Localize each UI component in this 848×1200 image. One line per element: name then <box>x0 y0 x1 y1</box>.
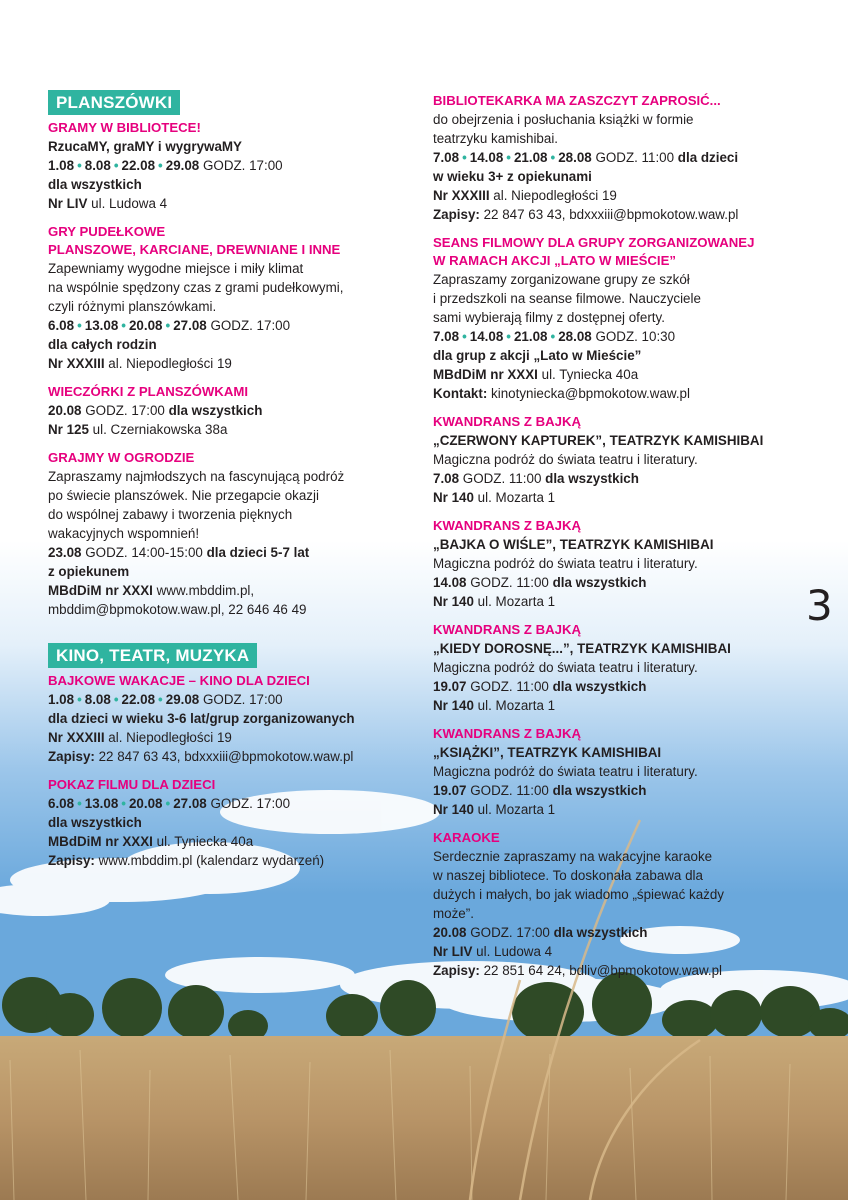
text-segment: GODZ. 17:00 <box>199 692 283 707</box>
event-gramy-w-bibliotece <box>48 119 418 213</box>
event-line <box>433 847 823 866</box>
text-segment: Zapisy: <box>48 749 95 764</box>
event-line <box>48 420 418 439</box>
event-line <box>48 709 418 728</box>
text-segment: Nr LIV <box>48 196 88 211</box>
text-segment: dla wszystkich <box>552 679 647 694</box>
event-line <box>48 194 418 213</box>
event-line <box>433 639 823 658</box>
text-segment: Magiczna podróż do świata teatru i literatury. <box>433 452 698 467</box>
text-segment: GODZ. 11:00 <box>466 575 553 590</box>
event-line <box>48 297 418 316</box>
event-line <box>433 289 823 308</box>
event-line <box>433 781 823 800</box>
text-segment: GODZ. 11:00 <box>466 783 553 798</box>
text-segment: 6.08 <box>48 796 75 811</box>
event-title: KWANDRANS Z BAJKĄ <box>433 414 581 429</box>
event-line <box>433 186 823 205</box>
text-segment: Nr XXXIII <box>48 356 105 371</box>
date-separator-dot: • <box>506 150 511 165</box>
text-segment: 23.08 <box>48 545 82 560</box>
date-separator-dot: • <box>550 329 556 344</box>
text-segment: i przedszkoli na seanse filmowe. Nauczyciele <box>433 291 701 306</box>
text-segment: mbddim@bpmokotow.waw.pl, 22 646 46 49 <box>48 602 307 617</box>
text-segment: 1.08 <box>48 158 75 173</box>
event-title: KWANDRANS Z BAJKĄ <box>433 726 581 741</box>
event-title: WIECZÓRKI Z PLANSZÓWKAMI <box>48 384 248 399</box>
event-kwandrans-z-bajk <box>433 517 823 611</box>
text-segment: dla wszystkich <box>552 783 647 798</box>
text-segment: 14.08 <box>469 150 504 165</box>
text-segment: sami wybierają filmy z dostępnej oferty. <box>433 310 665 325</box>
text-segment: al. Niepodległości 19 <box>104 356 232 371</box>
text-segment: Zapraszamy najmłodszych na fascynującą podróż <box>48 469 345 484</box>
text-segment: GODZ. 17:00 <box>466 925 554 940</box>
text-segment: GODZ. 17:00 <box>206 318 291 333</box>
event-line <box>48 851 418 870</box>
text-segment: do wspólnej zabawy i tworzenia pięknych <box>48 507 293 522</box>
event-line <box>48 401 418 420</box>
date-separator-dot: • <box>158 158 163 173</box>
text-segment: czyli różnymi planszówkami. <box>48 299 217 314</box>
text-segment: ul. Mozarta 1 <box>473 594 556 609</box>
text-segment: ul. Tyniecka 40a <box>537 367 639 382</box>
text-segment: Nr XXXIII <box>48 730 105 745</box>
text-segment: MBdDiM nr XXXI <box>433 367 538 382</box>
event-title: PLANSZOWE, KARCIANE, DREWNIANE I INNE <box>48 242 341 257</box>
text-segment: 6.08 <box>48 318 75 333</box>
event-line <box>433 167 823 186</box>
text-segment: Zapisy: <box>48 853 95 868</box>
text-segment: „KSIĄŻKI”, TEATRZYK KAMISHIBAI <box>433 745 662 760</box>
text-segment: Zapraszamy zorganizowane grupy ze szkół <box>433 272 690 287</box>
event-line <box>433 923 823 942</box>
date-separator-dot: • <box>550 150 556 165</box>
text-segment: ul. Ludowa 4 <box>87 196 168 211</box>
event-line <box>433 762 823 781</box>
event-grajmy-w-ogrodzie <box>48 449 418 619</box>
text-segment: Nr 140 <box>433 490 474 505</box>
text-segment: Magiczna podróż do świata teatru i literatury. <box>433 660 698 675</box>
section-header-plansz-wki: PLANSZÓWKI <box>48 90 180 115</box>
text-segment: GODZ. 11:00 <box>591 150 678 165</box>
event-wiecz-rki-z-plansz-wkami <box>48 383 418 439</box>
event-line <box>48 524 418 543</box>
event-line <box>48 278 418 297</box>
event-bibliotekarka-ma-zaszczyt-zaprosi <box>433 92 823 224</box>
text-segment: Kontakt: <box>433 386 488 401</box>
text-segment: dla całych rodzin <box>48 337 157 352</box>
event-pokaz-filmu-dla-dzieci <box>48 776 418 870</box>
text-segment: 14.08 <box>433 575 467 590</box>
event-title: BAJKOWE WAKACJE – KINO DLA DZIECI <box>48 673 310 688</box>
text-segment: 20.08 <box>128 318 163 333</box>
text-segment: ul. Mozarta 1 <box>473 698 556 713</box>
text-segment: Zapewniamy wygodne miejsce i miły klimat <box>48 261 304 276</box>
event-line <box>433 488 823 507</box>
text-segment: po świecie planszówek. Nie przegapcie okazji <box>48 488 319 503</box>
event-line <box>433 129 823 148</box>
text-segment: 22.08 <box>121 158 156 173</box>
event-line <box>433 148 823 167</box>
text-segment: 29.08 <box>165 158 200 173</box>
event-line <box>48 543 418 562</box>
event-line <box>433 554 823 573</box>
event-line <box>48 354 418 373</box>
event-title: GRAMY W BIBLIOTECE! <box>48 120 201 135</box>
text-segment: ul. Czerniakowska 38a <box>88 422 228 437</box>
event-gry-pude-kowe <box>48 223 418 373</box>
text-segment: Magiczna podróż do świata teatru i literatury. <box>433 556 698 571</box>
text-segment: Nr LIV <box>433 944 473 959</box>
text-segment: 27.08 <box>173 318 207 333</box>
text-segment: 19.07 <box>433 679 467 694</box>
event-line <box>48 832 418 851</box>
text-segment: w naszej bibliotece. To doskonała zabawa dla <box>433 868 703 883</box>
event-line <box>433 592 823 611</box>
event-title: KWANDRANS Z BAJKĄ <box>433 622 581 637</box>
event-title: POKAZ FILMU DLA DZIECI <box>48 777 216 792</box>
event-kwandrans-z-bajk <box>433 621 823 715</box>
event-line <box>48 562 418 581</box>
text-segment: Nr 140 <box>433 698 474 713</box>
text-segment: 27.08 <box>173 796 207 811</box>
text-segment: Nr 125 <box>48 422 89 437</box>
text-segment: www.mbddim.pl, <box>152 583 255 598</box>
event-title: KWANDRANS Z BAJKĄ <box>433 518 581 533</box>
event-kwandrans-z-bajk <box>433 725 823 819</box>
text-segment: GODZ. 11:00 <box>466 679 553 694</box>
text-segment: na wspólnie spędzony czas z grami pudełkowymi, <box>48 280 344 295</box>
event-line <box>433 384 823 403</box>
date-separator-dot: • <box>121 796 126 811</box>
text-segment: 7.08 <box>433 471 460 486</box>
event-line <box>433 743 823 762</box>
text-segment: 8.08 <box>84 158 111 173</box>
text-segment: może”. <box>433 906 474 921</box>
event-line <box>433 450 823 469</box>
text-segment: 1.08 <box>48 692 75 707</box>
event-line <box>433 308 823 327</box>
left-column <box>48 90 418 880</box>
right-column <box>433 92 823 990</box>
event-line <box>48 505 418 524</box>
text-segment: Magiczna podróż do świata teatru i literatury. <box>433 764 698 779</box>
text-segment: Zapisy: <box>433 207 480 222</box>
page-number: 3 <box>806 581 833 630</box>
text-segment: Nr 140 <box>433 594 474 609</box>
text-segment: wakacyjnych wspomnień! <box>48 526 200 541</box>
text-segment: 22 851 64 24, bdliv@bpmokotow.waw.pl <box>479 963 723 978</box>
text-segment: 8.08 <box>84 692 111 707</box>
event-title: KARAOKE <box>433 830 500 845</box>
date-separator-dot: • <box>506 329 511 344</box>
event-line <box>48 316 418 335</box>
text-segment: al. Niepodległości 19 <box>489 188 617 203</box>
event-line <box>433 469 823 488</box>
event-line <box>48 175 418 194</box>
text-segment: z opiekunem <box>48 564 130 579</box>
text-segment: dla dzieci <box>677 150 739 165</box>
text-segment: 20.08 <box>48 403 82 418</box>
date-separator-dot: • <box>165 318 171 333</box>
text-segment: RzucaMY, graMY i wygrywaMY <box>48 139 242 154</box>
text-segment: ul. Ludowa 4 <box>472 944 553 959</box>
text-segment: 13.08 <box>84 318 119 333</box>
text-segment: dla wszystkich <box>552 575 647 590</box>
event-line <box>433 961 823 980</box>
text-segment: MBdDiM nr XXXI <box>48 583 153 598</box>
text-segment: „KIEDY DOROSNĘ...”, TEATRZYK KAMISHIBAI <box>433 641 731 656</box>
event-line <box>433 365 823 384</box>
event-line <box>433 205 823 224</box>
event-line <box>433 696 823 715</box>
text-segment: 21.08 <box>513 329 548 344</box>
text-segment: 20.08 <box>128 796 163 811</box>
event-line <box>48 581 418 600</box>
text-segment: 13.08 <box>84 796 119 811</box>
text-segment: „CZERWONY KAPTUREK”, TEATRZYK KAMISHIBAI <box>433 433 764 448</box>
text-segment: Serdecznie zapraszamy na wakacyjne karaoke <box>433 849 713 864</box>
text-segment: 7.08 <box>433 150 460 165</box>
date-separator-dot: • <box>462 329 467 344</box>
event-line <box>48 600 418 619</box>
event-line <box>48 690 418 709</box>
section-header-kino-teatr-muzyka: KINO, TEATR, MUZYKA <box>48 643 257 668</box>
text-segment: kinotyniecka@bpmokotow.waw.pl <box>487 386 690 401</box>
text-segment: w wieku 3+ z opiekunami <box>433 169 592 184</box>
event-line <box>48 467 418 486</box>
event-line <box>48 813 418 832</box>
event-karaoke <box>433 829 823 980</box>
event-seans-filmowy-dla-grupy-zorganizowanej <box>433 234 823 403</box>
event-line <box>48 728 418 747</box>
text-segment: dla dzieci w wieku 3-6 lat/grup zorganizowanych <box>48 711 355 726</box>
text-segment: dla wszystkich <box>553 925 648 940</box>
event-line <box>433 327 823 346</box>
text-segment: dla wszystkich <box>48 177 142 192</box>
event-line <box>433 658 823 677</box>
text-segment: GODZ. 17:00 <box>199 158 283 173</box>
text-segment: dla grup z akcji „Lato w Mieście” <box>433 348 642 363</box>
text-segment: dla dzieci 5-7 lat <box>206 545 310 560</box>
event-line <box>433 942 823 961</box>
event-line <box>433 346 823 365</box>
event-line <box>433 431 823 450</box>
text-segment: 14.08 <box>469 329 504 344</box>
event-line <box>48 335 418 354</box>
text-segment: dla wszystkich <box>48 815 142 830</box>
date-separator-dot: • <box>113 158 119 173</box>
text-segment: www.mbddim.pl (kalendarz wydarzeń) <box>94 853 325 868</box>
text-segment: al. Niepodległości 19 <box>104 730 232 745</box>
date-separator-dot: • <box>121 318 126 333</box>
date-separator-dot: • <box>77 796 82 811</box>
text-segment: teatrzyku kamishibai. <box>433 131 559 146</box>
date-separator-dot: • <box>165 796 171 811</box>
text-segment: GODZ. 17:00 <box>206 796 291 811</box>
date-separator-dot: • <box>158 692 163 707</box>
text-segment: GODZ. 14:00-15:00 <box>81 545 207 560</box>
event-line <box>48 137 418 156</box>
text-segment: 7.08 <box>433 329 460 344</box>
event-title: SEANS FILMOWY DLA GRUPY ZORGANIZOWANEJ <box>433 235 755 250</box>
text-segment: 22.08 <box>121 692 156 707</box>
text-segment: Nr XXXIII <box>433 188 490 203</box>
event-line <box>433 677 823 696</box>
event-title: GRY PUDEŁKOWE <box>48 224 166 239</box>
text-segment: GODZ. 10:30 <box>591 329 676 344</box>
date-separator-dot: • <box>77 158 82 173</box>
event-line <box>48 794 418 813</box>
text-segment: dla wszystkich <box>545 471 639 486</box>
text-segment: dużych i małych, bo jak wiadomo „śpiewać każdy <box>433 887 724 902</box>
text-segment: 28.08 <box>558 150 592 165</box>
text-segment: ul. Tyniecka 40a <box>152 834 254 849</box>
text-segment: dla wszystkich <box>168 403 263 418</box>
event-line <box>48 259 418 278</box>
event-line <box>433 885 823 904</box>
text-segment: GODZ. 17:00 <box>81 403 169 418</box>
event-line <box>48 486 418 505</box>
event-title: W RAMACH AKCJI „LATO W MIEŚCIE” <box>433 253 676 268</box>
date-separator-dot: • <box>77 318 82 333</box>
text-segment: do obejrzenia i posłuchania książki w formie <box>433 112 694 127</box>
text-segment: 29.08 <box>165 692 200 707</box>
text-segment: 22 847 63 43, bdxxxiii@bpmokotow.waw.pl <box>94 749 354 764</box>
event-line <box>433 535 823 554</box>
event-line <box>48 747 418 766</box>
text-segment: „BAJKA O WIŚLE”, TEATRZYK KAMISHIBAI <box>433 537 714 552</box>
date-separator-dot: • <box>462 150 467 165</box>
event-kwandrans-z-bajk <box>433 413 823 507</box>
event-title: BIBLIOTEKARKA MA ZASZCZYT ZAPROSIĆ... <box>433 93 721 108</box>
date-separator-dot: • <box>77 692 82 707</box>
text-segment: Nr 140 <box>433 802 474 817</box>
text-segment: GODZ. 11:00 <box>459 471 546 486</box>
text-segment: ul. Mozarta 1 <box>473 802 556 817</box>
text-segment: 20.08 <box>433 925 467 940</box>
event-line <box>433 800 823 819</box>
text-segment: 19.07 <box>433 783 467 798</box>
event-line <box>48 156 418 175</box>
event-line <box>433 270 823 289</box>
text-segment: MBdDiM nr XXXI <box>48 834 153 849</box>
event-line <box>433 904 823 923</box>
text-segment: Zapisy: <box>433 963 480 978</box>
text-segment: 22 847 63 43, bdxxxiii@bpmokotow.waw.pl <box>479 207 739 222</box>
event-line <box>433 573 823 592</box>
text-segment: 28.08 <box>558 329 592 344</box>
text-segment: ul. Mozarta 1 <box>473 490 556 505</box>
event-line <box>433 866 823 885</box>
text-segment: 21.08 <box>513 150 548 165</box>
event-line <box>433 110 823 129</box>
event-title: GRAJMY W OGRODZIE <box>48 450 195 465</box>
event-bajkowe-wakacje-kino-dla-dzieci <box>48 672 418 766</box>
date-separator-dot: • <box>113 692 119 707</box>
